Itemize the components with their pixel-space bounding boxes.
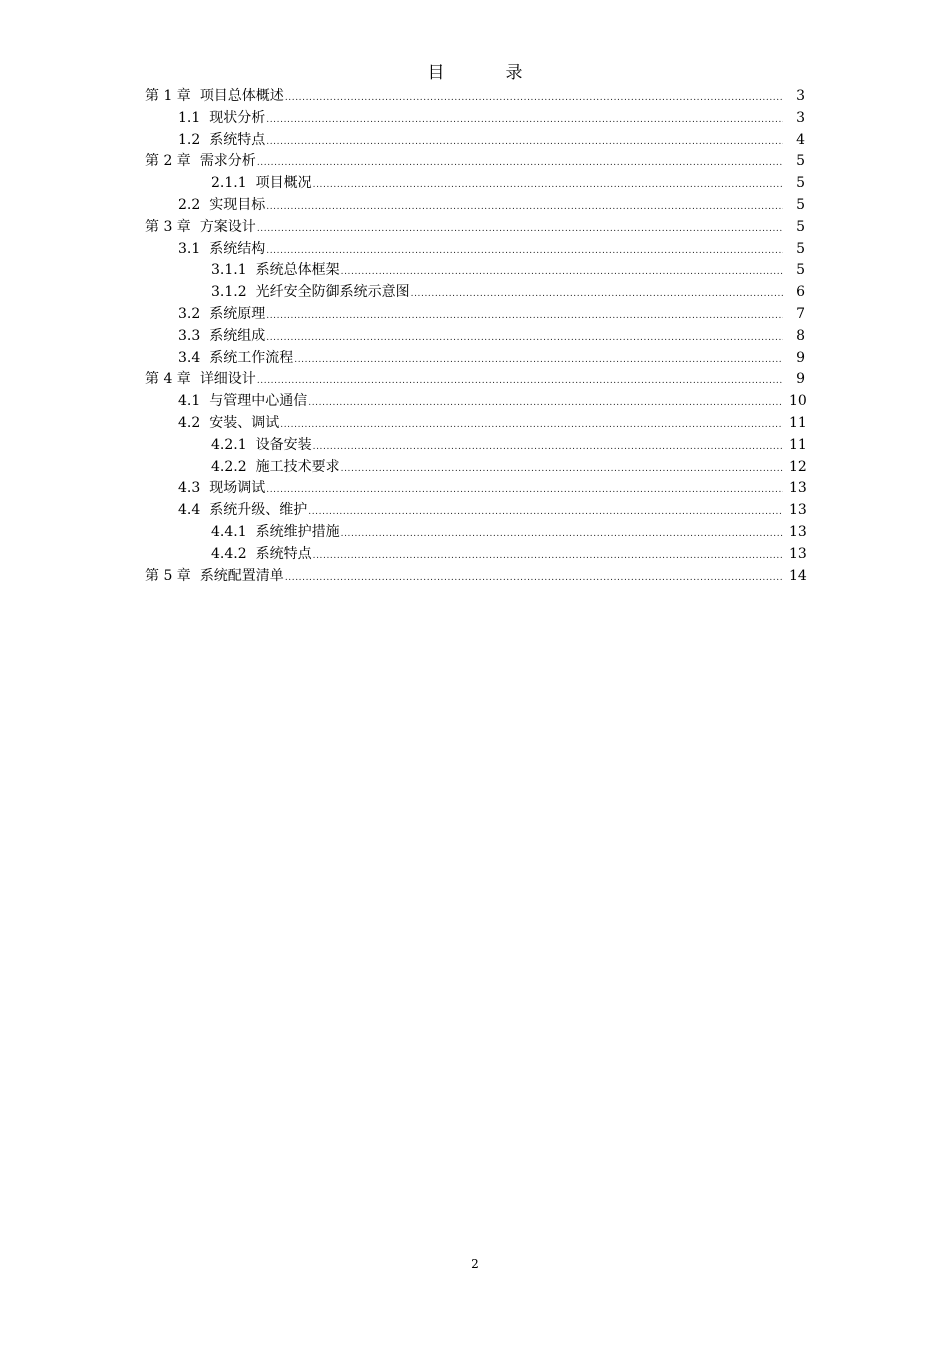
toc-entry-title: 项目总体概述 [199,88,284,104]
toc-entry[interactable] [145,108,805,130]
toc-entry-title: 需求分析 [199,153,256,170]
toc-entry-number: 3.3 [178,327,201,344]
toc-entry-page: 11 [789,414,807,431]
toc-entry[interactable] [145,130,805,152]
toc-leader-dots [257,217,783,239]
toc-entry-title: 系统总体框架 [255,262,340,279]
page-number: 2 [471,1257,479,1271]
toc-entry-number: 4.3 [178,480,201,497]
toc-entry-title: 系统特点 [255,545,312,562]
toc-entry-title: 系统配置清单 [199,567,284,584]
toc-leader-dots [266,304,783,326]
toc-entry-title: 系统工作流程 [209,349,294,366]
toc-leader-dots [341,260,783,282]
toc-entry-page: 11 [789,436,807,453]
toc-entry-number: 4.2.1 [211,436,247,453]
toc-entry-number: 2.1.1 [211,175,247,192]
toc-entry-page: 5 [796,240,805,257]
toc-entry[interactable] [145,478,805,500]
toc-entry-page: 9 [796,349,805,366]
table-of-contents [145,86,805,587]
toc-entry-page: 5 [796,196,805,213]
toc-entry-number: 4.4.1 [211,523,247,540]
toc-entry-page: 5 [796,218,805,235]
toc-entry-title: 方案设计 [199,218,256,235]
toc-leader-dots [341,522,783,544]
toc-leader-dots [411,282,783,304]
toc-entry[interactable] [145,260,805,282]
toc-entry-number: 第 1 章 [145,88,191,104]
toc-entry-title: 系统原理 [209,305,266,322]
toc-entry-page: 10 [789,393,807,410]
toc-entry-title: 与管理中心通信 [209,393,308,410]
toc-entry-number: 3.4 [178,349,201,366]
toc-leader-dots [313,544,783,566]
toc-entry-title: 系统结构 [209,240,266,257]
toc-entry-number: 2.2 [178,196,201,213]
toc-entry[interactable] [145,544,805,566]
toc-entry-title: 光纤安全防御系统示意图 [255,284,410,301]
toc-entry-title: 现状分析 [209,109,266,126]
toc-leader-dots [285,86,783,108]
toc-leader-dots [313,173,783,195]
toc-entry-page: 13 [789,480,807,497]
toc-entry-title: 施工技术要求 [255,458,340,475]
toc-entry[interactable] [145,195,805,217]
toc-entry[interactable] [145,413,805,435]
toc-entry-page: 13 [789,523,807,540]
toc-entry[interactable] [145,326,805,348]
toc-entry[interactable] [145,522,805,544]
toc-entry-title: 现场调试 [209,480,266,497]
toc-entry-page: 4 [796,131,805,148]
toc-entry-number: 3.1.1 [211,262,247,279]
toc-entry-title: 设备安装 [255,436,312,453]
toc-leader-dots [341,457,783,479]
toc-entry[interactable] [145,173,805,195]
toc-leader-dots [266,130,783,152]
toc-leader-dots [285,566,783,588]
toc-leader-dots [266,326,783,348]
toc-entry-number: 4.4 [178,502,201,519]
toc-entry[interactable] [145,457,805,479]
toc-entry-number: 3.2 [178,305,201,322]
toc-entry-page: 8 [796,327,805,344]
toc-entry-page: 3 [796,109,805,126]
toc-entry[interactable] [145,435,805,457]
toc-leader-dots [280,413,783,435]
toc-entry-number: 第 4 章 [145,371,191,388]
toc-entry-page: 5 [796,175,805,192]
toc-entry-page: 7 [796,305,805,322]
toc-entry-number: 3.1.2 [211,284,247,301]
toc-entry-page: 13 [789,502,807,519]
toc-entry-title: 系统升级、维护 [209,502,308,519]
toc-entry[interactable] [145,566,805,588]
toc-entry-number: 3.1 [178,240,201,257]
toc-entry[interactable] [145,151,805,173]
toc-entry-number: 4.2 [178,414,201,431]
toc-entry[interactable] [145,239,805,261]
toc-leader-dots [266,195,783,217]
toc-entry-title: 实现目标 [209,196,266,213]
toc-entry-page: 5 [796,153,805,170]
toc-entry[interactable] [145,86,805,108]
toc-leader-dots [266,239,783,261]
toc-entry-title: 系统特点 [209,131,266,148]
toc-entry[interactable] [145,282,805,304]
toc-entry-title: 系统组成 [209,327,266,344]
toc-entry-number: 4.1 [178,393,201,410]
toc-entry[interactable] [145,217,805,239]
toc-entry[interactable] [145,500,805,522]
toc-entry-number: 第 5 章 [145,567,191,584]
toc-entry-number: 4.2.2 [211,458,247,475]
toc-entry-page: 12 [789,458,807,475]
toc-leader-dots [266,108,783,130]
toc-entry-title: 系统维护措施 [255,523,340,540]
toc-leader-dots [257,151,783,173]
toc-entry-page: 13 [789,545,807,562]
toc-entry-page: 14 [789,567,807,584]
toc-entry-page: 9 [796,371,805,388]
toc-entry-title: 安装、调试 [209,414,280,431]
toc-leader-dots [308,391,783,413]
toc-entry-number: 第 3 章 [145,218,191,235]
toc-entry-page: 5 [796,262,805,279]
toc-leader-dots [294,348,783,370]
toc-leader-dots [257,369,783,391]
toc-entry-page: 6 [796,284,805,301]
toc-entry-title: 项目概况 [255,175,312,192]
toc-entry-page: 3 [796,88,805,104]
toc-leader-dots [313,435,783,457]
toc-entry[interactable] [145,369,805,391]
toc-title: 目 录 [427,63,545,83]
toc-entry-title: 详细设计 [199,371,256,388]
toc-entry-number: 4.4.2 [211,545,247,562]
toc-entry-number: 1.1 [178,109,201,126]
toc-entry[interactable] [145,304,805,326]
toc-entry-number: 1.2 [178,131,201,148]
toc-leader-dots [308,500,783,522]
toc-leader-dots [266,478,783,500]
toc-entry-number: 第 2 章 [145,153,191,170]
toc-entry[interactable] [145,348,805,370]
toc-entry[interactable] [145,391,805,413]
